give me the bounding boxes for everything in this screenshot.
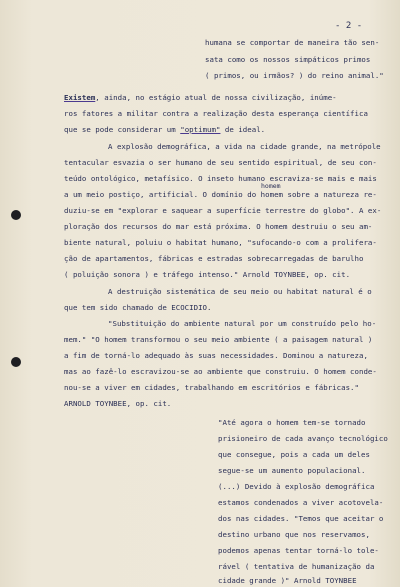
para3-line-1: A destruição sistemática de seu meio ou habitat natural é o <box>108 287 372 296</box>
para2-line-9: ( poluição sonora ) e tráfego intenso." Arnold TOYNBEE, op. cit. <box>64 270 351 279</box>
para2-line-8: ção de apartamentos, fábricas e estradas sobrecarregadas de barulho <box>64 254 364 263</box>
para2-line-4: a um meio postiço, artificial. O domínio do homem sobre a natureza re- <box>64 190 377 199</box>
block-quote-line-7: dos nas cidades. "Temos que aceitar o <box>218 514 384 523</box>
para2-line-5: duziu-se em "explorar e saquear a superfície terrestre do globo". A ex- <box>64 206 382 215</box>
block-quote-line-11: cidade grande )" Arnold TOYNBEE <box>218 576 357 585</box>
para1-line3-pre: que se pode considerar um <box>64 125 181 134</box>
page-number: - 2 - <box>335 21 363 31</box>
para1-line-3 <box>64 125 265 134</box>
para2-line-6: ploração dos recursos do mar está próxima. O homem destruiu o seu am- <box>64 222 373 231</box>
para2-line-2: tentacular esvazia o ser humano de seu sentido espiritual, de seu con- <box>64 158 377 167</box>
para1-line-2: ros fatores a militar contra a realização desta esperança científica <box>64 109 368 118</box>
para4-line-2: mem." "O homem transformou o seu meio ambiente ( a paisagem natural ) <box>64 335 373 344</box>
para1-first-word: Existem <box>64 93 96 102</box>
para1-line-1 <box>64 93 337 102</box>
para2-line-7: biente natural, poluiu o habitat humano, "sufocando-o com a prolifera- <box>64 238 377 247</box>
handwritten-insertion: homem <box>261 182 281 190</box>
block-quote-line-1: "Até agora o homem tem-se tornado <box>218 418 366 427</box>
para2-line-1: A explosão demográfica, a vida na cidade grande, na metrópole <box>108 142 381 151</box>
block-quote-line-9: podemos apenas tentar torná-lo tole- <box>218 546 379 555</box>
para4-line-1: "Substituição do ambiente natural por um construído pelo ho- <box>108 319 377 328</box>
punch-hole-bottom <box>11 357 21 367</box>
para4-line-3: a fim de torná-lo adequado às suas necessidades. Dominou a natureza, <box>64 351 368 360</box>
block-quote-line-5: (...) Devido à explosão demográfica <box>218 482 375 491</box>
block-quote-line-2: prisioneiro de cada avanço tecnológico <box>218 434 388 443</box>
block-quote-line-4: segue-se um aumento populacional. <box>218 466 366 475</box>
block-quote-line-3: que consegue, pois a cada um deles <box>218 450 370 459</box>
para1-line3-post: de ideal. <box>220 125 266 134</box>
punch-hole-top <box>11 210 21 220</box>
quote1-line-1: humana se comportar de maneira tão sen- <box>205 38 380 47</box>
para2-line-3: teúdo ontológico, metafísico. O inseto humano escraviza-se mais e mais <box>64 174 377 183</box>
para4-line-6: ARNOLD TOYNBEE, op. cit. <box>64 399 172 408</box>
para3-line-2: que tem sido chamado de ECOCIDIO. <box>64 303 212 312</box>
block-quote-line-8: destino urbano que nos reservamos, <box>218 530 370 539</box>
quote1-line-2: sata como os nossos simpáticos primos <box>205 55 371 64</box>
para1-line1-rest: , ainda, no estágio atual de nossa civilização, inúme- <box>95 93 337 102</box>
block-quote-line-10: rável ( tentativa de humanização da <box>218 562 375 571</box>
para4-line-4: mas ao fazê-lo escravizou-se ao ambiente que construiu. O homem conde- <box>64 367 377 376</box>
quote1-line-3: ( primos, ou irmãos? ) do reino animal." <box>205 71 384 80</box>
block-quote-line-6: estamos condenados a viver acotovela- <box>218 498 384 507</box>
optimum-term: "optimum" <box>180 125 221 134</box>
para4-line-5: nou-se a viver em cidades, trabalhando em escritórios e fábricas." <box>64 383 359 392</box>
